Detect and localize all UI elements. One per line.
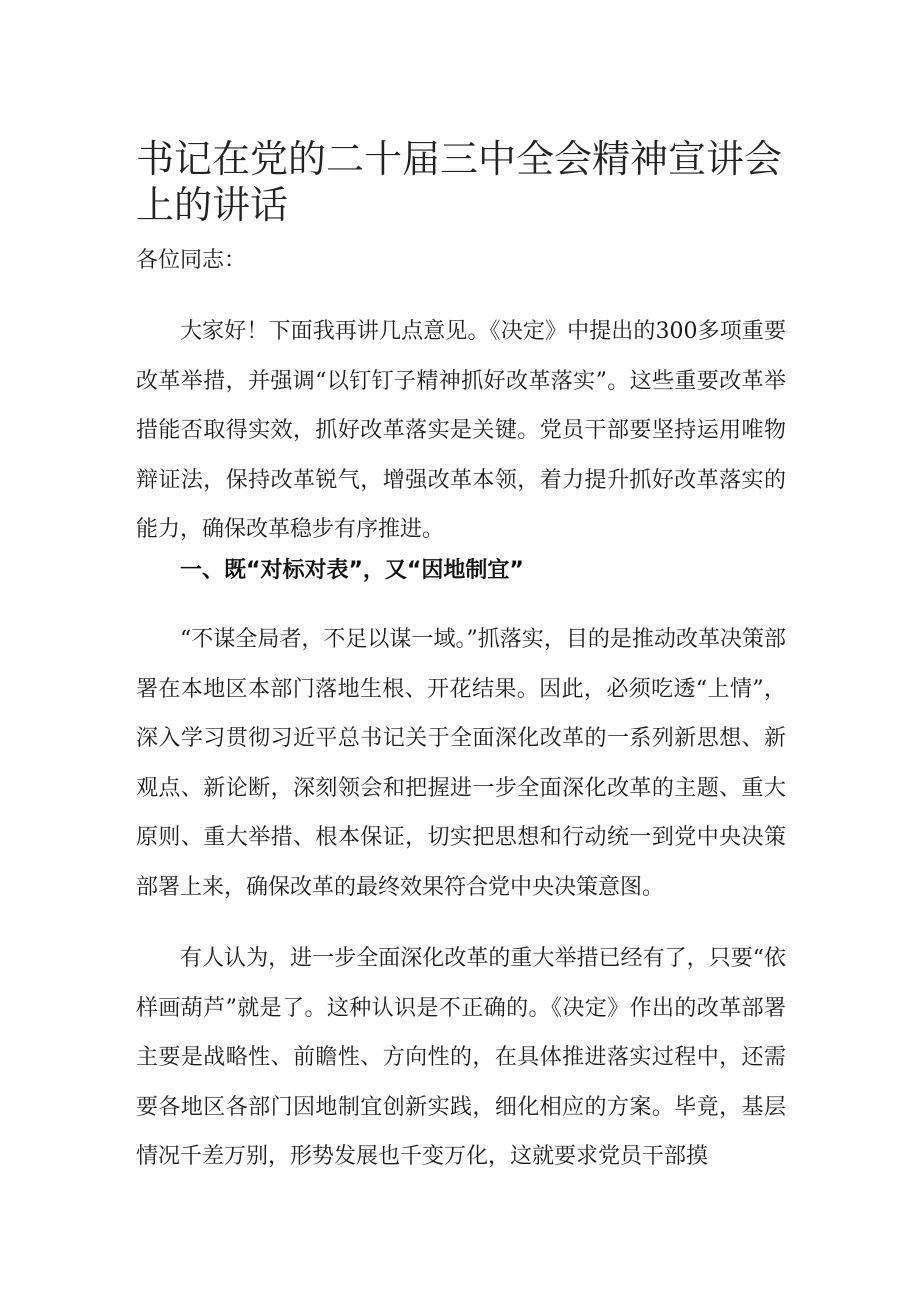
paragraph-3: 有人认为，进一步全面深化改革的重大举措已经有了，只要“依样画葫芦”就是了。这种认识是不正确的。《决定》作出的改革部署主要是战略性、前瞻性、方向性的，在具体推进落实过程中，还需要各地区各部门因地制宜创新实践，细化相应的方案。毕竟，基层情况千差万别，形势发展也千变万化，这就要求党员干部摸 [136,946,786,1170]
document-title: 书记在党的二十届三中全会精神宣讲会上的讲话 [136,137,783,227]
paragraph-1: 大家好！下面我再讲几点意见。《决定》中提出的300多项重要改革举措，并强调“以钉钉子精神抓好改革落实”。这些重要改革举措能否取得实效，抓好改革落实是关键。党员干部要坚持运用唯物辩证法，保持改革锐气，增强改革本领，着力提升抓好改革落实的能力，确保改革稳步有序推进。 [136,319,786,543]
paragraph-2: “不谋全局者，不足以谋一域。”抓落实，目的是推动改革决策部署在本地区本部门落地生根、开花结果。因此，必须吃透“上情”，深入学习贯彻习近平总书记关于全面深化改革的一系列新思想、新观点、新论断，深刻领会和把握进一步全面深化改革的主题、重大原则、重大举措、根本保证，切实把思想和行动统一到党中央决策部署上来，确保改革的最终效果符合党中央决策意图。 [136,627,786,900]
section-heading: 一、既“对标对表”，又“因地制宜” [180,558,524,583]
greeting: 各位同志： [136,248,247,273]
